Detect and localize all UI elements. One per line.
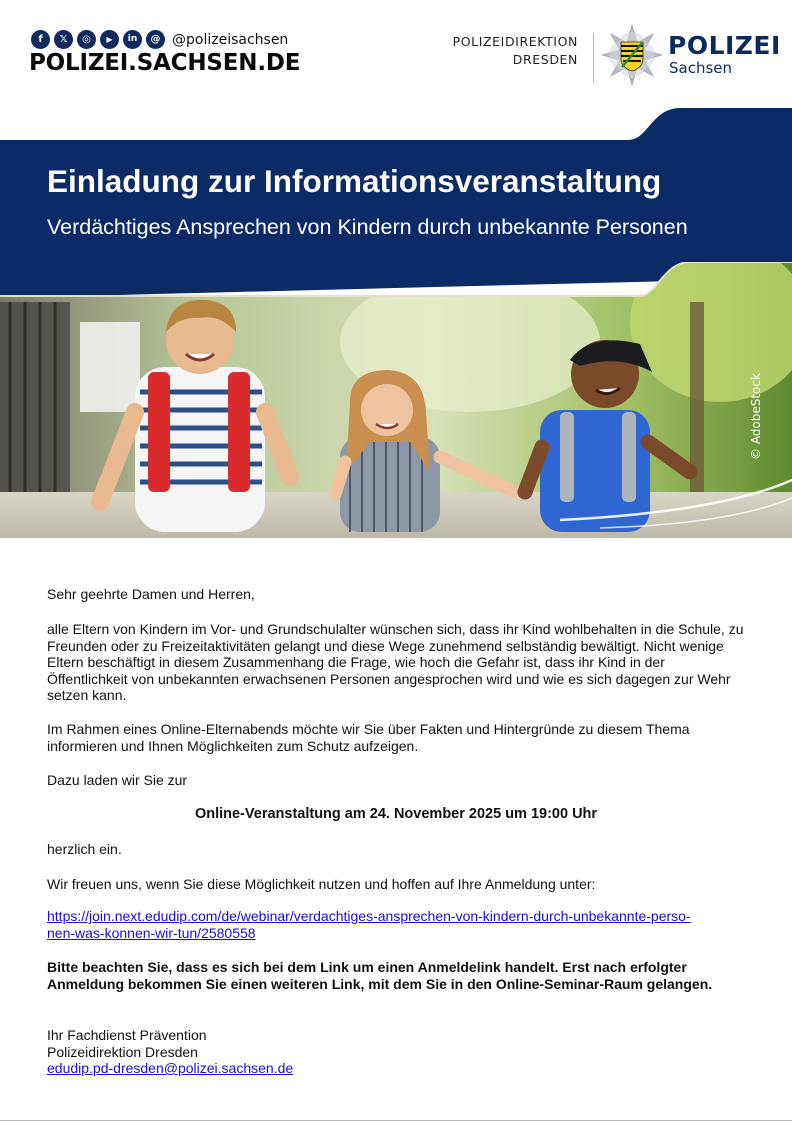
site-url[interactable]: POLIZEI.SACHSEN.DE [29, 50, 301, 76]
social-handle: @polizeisachsen [172, 31, 289, 48]
signature [47, 1027, 293, 1077]
brand-region: Sachsen [669, 59, 733, 77]
linkedin-icon[interactable]: in [123, 30, 142, 49]
page-bottom-rule [0, 1120, 792, 1121]
info-paragraph: Im Rahmen eines Online-Elternabends möchte wir Sie über Fakten und Hintergründe zu diesem Thema informieren und Ihnen Möglichkeiten zum Schutz aufzeigen. [47, 721, 690, 754]
instagram-icon[interactable]: ◎ [77, 30, 96, 49]
salutation: Sehr geehrte Damen und Herren, [47, 586, 255, 602]
department-line-2: DRESDEN [512, 52, 578, 67]
threads-icon[interactable]: @ [146, 30, 165, 49]
intro-paragraph: alle Eltern von Kindern im Vor- und Grundschulalter wünschen sich, dass ihr Kind wohlbehalten in die Schule, zu Freunden oder zu Freizeitaktivitäten gelangt und diese Wege zunehmend selbständig bewältigt. Nicht wenige Eltern beschäftigt in diesem Zusammenhang die Frage, wie hoch die Gefahr ist, dass ihr Kind in der Öffentlichkeit von unbekannten erwachsenen Personen angesprochen wird und wie es sich dagegen zur Wehr setzen kann. [47, 621, 744, 703]
department-line-1: POLIZEIDIREKTION [452, 34, 578, 49]
registration-notice: Bitte beachten Sie, dass es sich bei dem Link um einen Anmeldelink handelt. Erst nach erfolgter Anmeldung bekommen Sie einen weiteren Link, mit dem Sie in den Online-Seminar-Raum gelangen. [47, 959, 713, 992]
invitation-close: herzlich ein. [47, 841, 122, 857]
registration-lead: Wir freuen uns, wenn Sie diese Möglichkeit nutzen und hoffen auf Ihre Anmeldung unter: [47, 876, 596, 892]
invitation-lead: Dazu laden wir Sie zur [47, 772, 188, 788]
signature-office: Polizeidirektion Dresden [47, 1043, 198, 1060]
facebook-icon[interactable]: f [31, 30, 50, 49]
page-title: Einladung zur Informationsveranstaltung [47, 163, 662, 199]
x-icon[interactable]: 𝕏 [54, 30, 73, 49]
registration-link-line-2[interactable]: nen-was-konnen-wir-tun/2580558 [47, 924, 256, 941]
contact-email-link[interactable]: edudip.pd-dresden@polizei.sachsen.de [47, 1060, 294, 1076]
photo-credit: © AdobeStock [749, 373, 763, 460]
children-photo [0, 262, 792, 538]
event-date: Online-Veranstaltung am 24. November 2025 um 19:00 Uhr [194, 806, 598, 822]
social-media-row [31, 30, 288, 49]
brand-word: POLIZEI [668, 31, 781, 60]
youtube-icon[interactable]: ▶ [100, 30, 119, 49]
registration-link-line-1[interactable]: https://join.next.edudip.com/de/webinar/verdachtiges-ansprechen-von-kindern-durch-unbekannte-perso- [47, 908, 691, 924]
header-divider [593, 33, 594, 83]
department-name [453, 33, 578, 69]
police-star-icon [601, 24, 663, 86]
signature-unit: Ihr Fachdienst Prävention [47, 1027, 207, 1043]
page-subtitle: Verdächtiges Ansprechen von Kindern durch unbekannte Personen [47, 215, 688, 239]
registration-link-block [47, 908, 737, 941]
